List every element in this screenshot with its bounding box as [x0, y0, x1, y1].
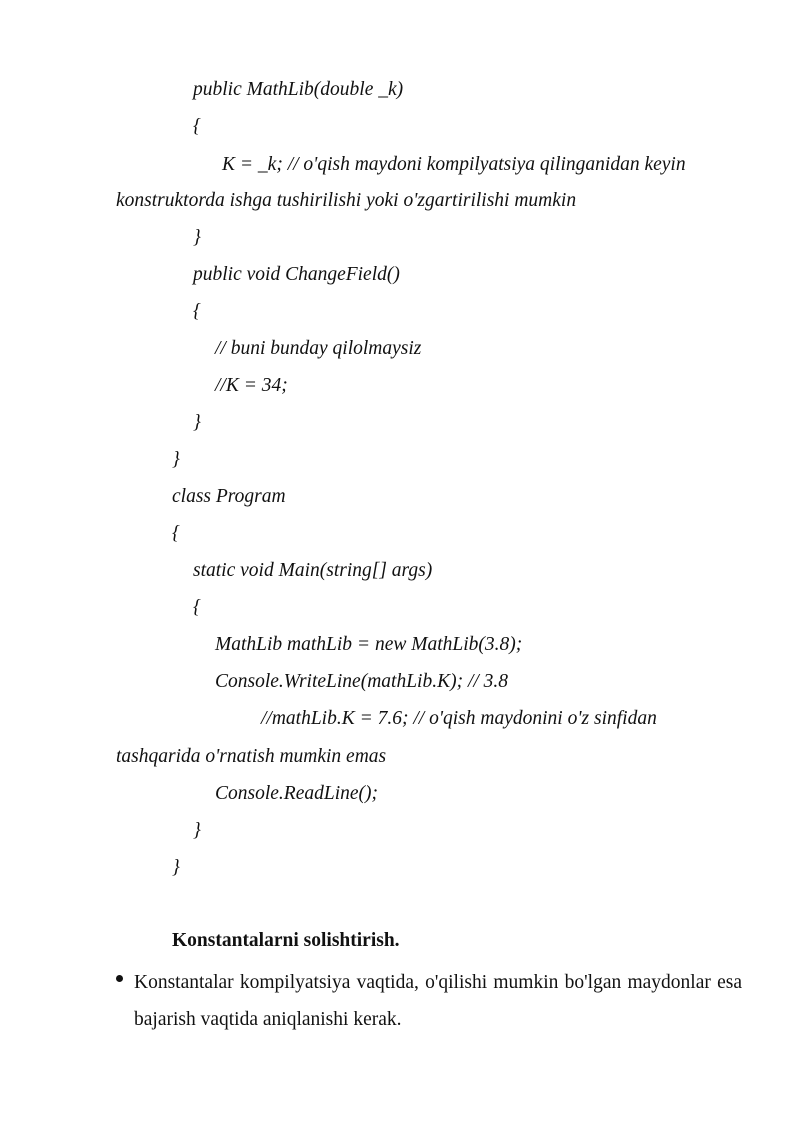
- bullet-text: Konstantalar kompilyatsiya vaqtida, o'qilishi mumkin bo'lgan maydonlar esa bajarish vaqtida aniqlanishi kerak.: [134, 972, 742, 1030]
- code-line-class-close: }: [172, 449, 180, 470]
- code-line-brace-open: {: [193, 301, 201, 322]
- code-line-readline: Console.ReadLine();: [215, 783, 379, 804]
- code-line-readonly-comment-cont: tashqarida o'rnatish mumkin emas: [116, 746, 387, 767]
- code-line-instantiation: MathLib mathLib = new MathLib(3.8);: [215, 634, 523, 655]
- code-line-brace-close: }: [193, 227, 201, 248]
- code-line-brace-close: }: [193, 820, 201, 841]
- code-line-readonly-text: //mathLib.K = 7.6; // o'qish maydonini o'z sinfidan: [261, 708, 657, 729]
- code-line-brace-open: {: [193, 116, 201, 137]
- code-line-assignment-text: K = _k; // o'qish maydoni kompilyatsiya qilinganidan keyin: [222, 154, 686, 175]
- section-heading: Konstantalarni solishtirish.: [172, 930, 400, 951]
- code-line-commented-assignment: //K = 34;: [215, 375, 288, 396]
- code-line-constructor: public MathLib(double _k): [193, 79, 404, 100]
- code-line-class-close: }: [172, 857, 180, 878]
- code-line-comment: // buni bunday qilolmaysiz: [215, 338, 422, 359]
- code-line-assignment-comment: [116, 146, 742, 183]
- bullet-icon: [116, 975, 123, 982]
- code-line-class-declaration: class Program: [172, 486, 286, 507]
- code-line-method-signature: public void ChangeField(): [193, 264, 400, 285]
- code-line-brace-close: }: [193, 412, 201, 433]
- code-line-writeline: Console.WriteLine(mathLib.K); // 3.8: [215, 671, 509, 692]
- code-line-readonly-comment: [116, 700, 742, 737]
- code-line-class-open: {: [172, 523, 180, 544]
- code-line-brace-open: {: [193, 597, 201, 618]
- code-line-main-signature: static void Main(string[] args): [193, 560, 433, 581]
- code-line-assignment-comment-cont: konstruktorda ishga tushirilishi yoki o'zgartirilishi mumkin: [116, 190, 577, 211]
